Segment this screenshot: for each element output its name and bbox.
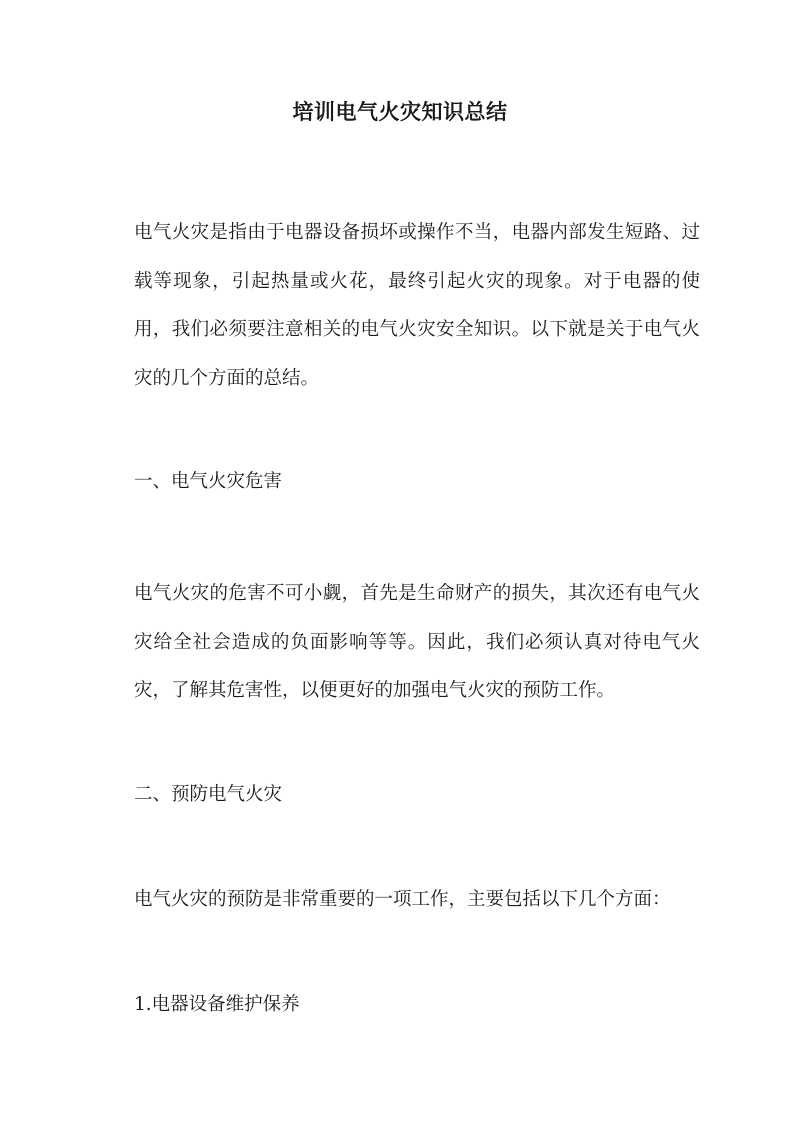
document-title: 培训电气火灾知识总结 — [292, 99, 508, 124]
section-1-heading: 一、电气火灾危害 — [134, 471, 283, 492]
list-item-1: 1.电器设备维护保养 — [134, 994, 300, 1015]
section-1-paragraph: 电气火灾的危害不可小觑，首先是生命财产的损失，其次还有电气火灾给全社会造成的负面影响等等。因此，我们必须认真对待电气火灾，了解其危害性，以便更好的加强电气火灾的预防工作。 — [134, 583, 700, 701]
intro-paragraph: 电气火灾是指由于电器设备损坏或操作不当，电器内部发生短路、过载等现象，引起热量或火花，最终引起火灾的现象。对于电器的使用，我们必须要注意相关的电气火灾安全知识。以下就是关于电气火灾的几个方面的总结。 — [134, 222, 700, 389]
section-2-heading: 二、预防电气火灾 — [134, 784, 283, 805]
section-2-paragraph: 电气火灾的预防是非常重要的一项工作，主要包括以下几个方面： — [134, 889, 671, 910]
